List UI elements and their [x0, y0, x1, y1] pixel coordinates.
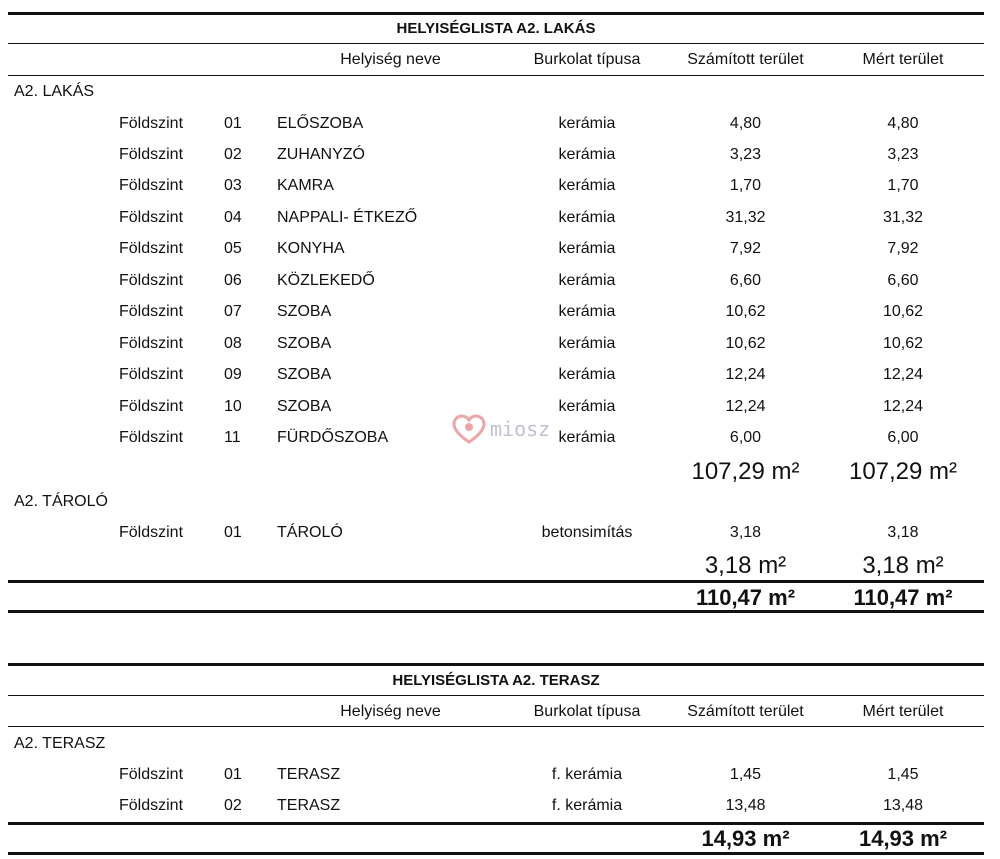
table2-header-szamitott: Számított terület — [687, 703, 804, 720]
name-cell: KONYHA — [277, 240, 345, 257]
table2-title: HELYISÉGLISTA A2. TERASZ — [392, 672, 600, 689]
name-cell: ZUHANYZÓ — [277, 146, 365, 163]
name-cell: TERASZ — [277, 797, 341, 814]
table-row — [0, 524, 1000, 546]
burkolat-cell: kerámia — [558, 240, 616, 257]
table2-top-rule — [8, 663, 984, 666]
table1-top-rule — [8, 12, 984, 15]
total-szamitott: 14,93 m² — [701, 826, 790, 851]
szamitott-cell: 6,60 — [729, 272, 762, 289]
number-cell: 02 — [224, 146, 242, 163]
level-cell: Földszint — [119, 146, 184, 163]
szamitott-cell: 31,32 — [725, 209, 766, 226]
name-cell: NAPPALI- ÉTKEZŐ — [277, 209, 418, 226]
table1-header-rule — [8, 75, 984, 76]
table2-total-rule-bottom — [8, 852, 984, 855]
table-row — [0, 115, 1000, 137]
table2-header-name: Helyiség neve — [340, 703, 441, 720]
table-row — [0, 797, 1000, 819]
name-cell: ELŐSZOBA — [277, 115, 364, 132]
table1-header-mert: Mért terület — [862, 51, 944, 68]
name-cell: SZOBA — [277, 335, 332, 352]
burkolat-cell: f. kerámia — [551, 766, 623, 783]
burkolat-cell: kerámia — [558, 429, 616, 446]
table2-total-rule-top — [8, 822, 984, 825]
number-cell: 05 — [224, 240, 242, 257]
section-label: A2. TÁROLÓ — [14, 493, 108, 510]
number-cell: 11 — [224, 429, 241, 446]
table1-title-rule — [8, 43, 984, 44]
level-cell: Földszint — [119, 398, 184, 415]
mert-cell: 12,24 — [882, 398, 924, 415]
szamitott-cell: 4,80 — [729, 115, 762, 132]
table-row — [0, 335, 1000, 357]
number-cell: 07 — [224, 303, 242, 320]
level-cell: Földszint — [119, 766, 184, 783]
mert-cell: 12,24 — [882, 366, 924, 383]
table1-total-rule-bottom — [8, 610, 984, 613]
subtotal-szamitott: 107,29 m² — [691, 458, 800, 485]
mert-cell: 1,70 — [887, 177, 919, 194]
table-row — [0, 240, 1000, 262]
level-cell: Földszint — [119, 303, 184, 320]
name-cell: FÜRDŐSZOBA — [277, 429, 389, 446]
table2-header-rule — [8, 726, 984, 727]
total-szamitott: 110,47 m² — [695, 585, 796, 610]
table-row — [0, 146, 1000, 168]
watermark — [452, 414, 550, 444]
mert-cell: 6,00 — [887, 429, 919, 446]
number-cell: 01 — [224, 115, 242, 132]
table2-header-mert: Mért terület — [862, 703, 944, 720]
mert-cell: 3,23 — [887, 146, 919, 163]
szamitott-cell: 1,70 — [729, 177, 762, 194]
mert-cell: 4,80 — [887, 115, 919, 132]
section-label: A2. TERASZ — [14, 735, 106, 752]
level-cell: Földszint — [119, 335, 184, 352]
burkolat-cell: kerámia — [558, 272, 616, 289]
szamitott-cell: 10,62 — [725, 335, 766, 352]
table1-title: HELYISÉGLISTA A2. LAKÁS — [396, 20, 596, 37]
burkolat-cell: kerámia — [558, 335, 616, 352]
burkolat-cell: kerámia — [558, 177, 616, 194]
table-row — [0, 366, 1000, 388]
name-cell: TÁROLÓ — [277, 524, 343, 541]
number-cell: 09 — [224, 366, 242, 383]
burkolat-cell: kerámia — [558, 398, 616, 415]
burkolat-cell: kerámia — [558, 115, 616, 132]
number-cell: 10 — [224, 398, 242, 415]
section-label: A2. LAKÁS — [14, 83, 95, 100]
szamitott-cell: 13,48 — [725, 797, 766, 814]
burkolat-cell: kerámia — [558, 303, 616, 320]
number-cell: 08 — [224, 335, 242, 352]
name-cell: KAMRA — [277, 177, 334, 194]
level-cell: Földszint — [119, 797, 184, 814]
table-row — [0, 303, 1000, 325]
mert-cell: 6,60 — [887, 272, 919, 289]
number-cell: 02 — [224, 797, 242, 814]
number-cell: 01 — [224, 524, 242, 541]
burkolat-cell: kerámia — [558, 209, 616, 226]
burkolat-cell: kerámia — [558, 146, 616, 163]
szamitott-cell: 12,24 — [725, 366, 766, 383]
level-cell: Földszint — [119, 240, 184, 257]
watermark-text: miosz — [490, 417, 551, 441]
mert-cell: 31,32 — [882, 209, 924, 226]
table-row — [0, 177, 1000, 199]
szamitott-cell: 3,23 — [729, 146, 762, 163]
burkolat-cell: f. kerámia — [551, 797, 623, 814]
name-cell: SZOBA — [277, 398, 332, 415]
level-cell: Földszint — [119, 524, 184, 541]
table1-total-rule-top — [8, 580, 984, 583]
subtotal-mert: 107,29 m² — [848, 458, 958, 485]
mert-cell: 7,92 — [887, 240, 919, 257]
table1-header-burkolat: Burkolat típusa — [533, 51, 641, 68]
szamitott-cell: 1,45 — [729, 766, 762, 783]
szamitott-cell: 12,24 — [725, 398, 766, 415]
szamitott-cell: 3,18 — [729, 524, 762, 541]
level-cell: Földszint — [119, 115, 184, 132]
level-cell: Földszint — [119, 177, 184, 194]
mert-cell: 10,62 — [882, 335, 924, 352]
number-cell: 04 — [224, 209, 242, 226]
number-cell: 01 — [224, 766, 242, 783]
mert-cell: 1,45 — [887, 766, 919, 783]
miosz-logo-icon — [452, 414, 486, 444]
table1-header-szamitott: Számított terület — [687, 51, 804, 68]
mert-cell: 3,18 — [887, 524, 919, 541]
mert-cell: 13,48 — [882, 797, 924, 814]
level-cell: Földszint — [119, 366, 184, 383]
total-mert: 14,93 m² — [858, 826, 948, 851]
number-cell: 06 — [224, 272, 242, 289]
szamitott-cell: 10,62 — [725, 303, 766, 320]
number-cell: 03 — [224, 177, 242, 194]
szamitott-cell: 7,92 — [729, 240, 762, 257]
level-cell: Földszint — [119, 272, 184, 289]
szamitott-cell: 6,00 — [729, 429, 762, 446]
level-cell: Földszint — [119, 209, 184, 226]
table-row — [0, 272, 1000, 294]
subtotal-mert: 3,18 m² — [862, 552, 944, 579]
name-cell: SZOBA — [277, 303, 332, 320]
level-cell: Földszint — [119, 429, 184, 446]
name-cell: SZOBA — [277, 366, 332, 383]
name-cell: KÖZLEKEDŐ — [277, 272, 375, 289]
burkolat-cell: betonsimítás — [541, 524, 633, 541]
burkolat-cell: kerámia — [558, 366, 616, 383]
table1-header-name: Helyiség neve — [340, 51, 441, 68]
table2-title-rule — [8, 695, 984, 696]
mert-cell: 10,62 — [882, 303, 924, 320]
name-cell: TERASZ — [277, 766, 341, 783]
table2-header-burkolat: Burkolat típusa — [533, 703, 641, 720]
table-row — [0, 766, 1000, 788]
subtotal-szamitott: 3,18 m² — [704, 552, 787, 579]
total-mert: 110,47 m² — [853, 585, 953, 610]
table-row — [0, 209, 1000, 231]
